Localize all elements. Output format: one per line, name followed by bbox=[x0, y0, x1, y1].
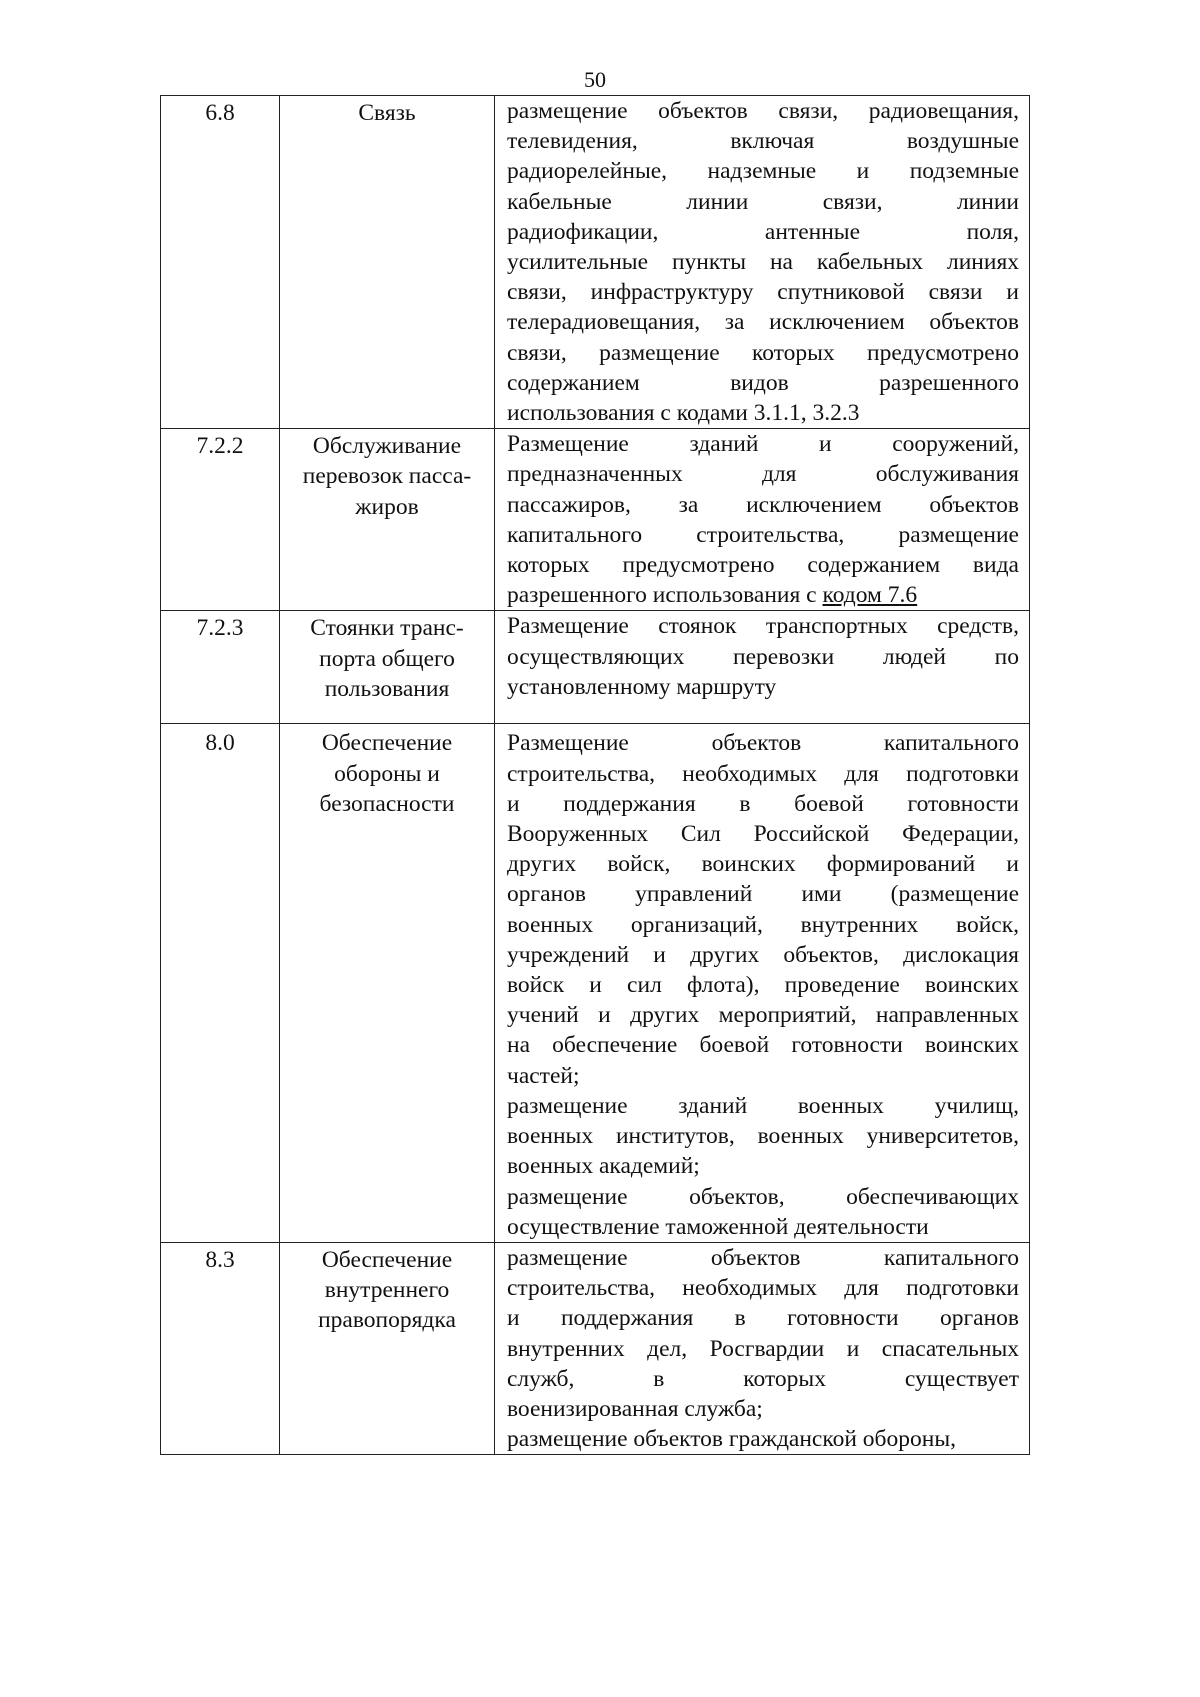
name-line: жиров bbox=[355, 493, 419, 520]
description-cell bbox=[495, 611, 1030, 724]
name-line: Обслуживание bbox=[312, 433, 462, 460]
description-line bbox=[507, 580, 1019, 610]
name-line: безопасности bbox=[319, 790, 455, 817]
description-line: связи, инфраструктуру спутниковой связи и bbox=[507, 279, 1019, 306]
description-line: осуществление таможенной деятельности bbox=[507, 1213, 929, 1240]
description-line: размещение объектов, обеспечивающих bbox=[507, 1183, 1019, 1210]
description-line: других войск, воинских формирований и bbox=[507, 851, 1019, 878]
name-line: обороны и bbox=[334, 760, 440, 787]
description-line: на обеспечение боевой готовности воинских bbox=[507, 1032, 1019, 1059]
description-line: военных институтов, военных университетов, bbox=[507, 1123, 1019, 1150]
name-line: порта общего bbox=[319, 645, 455, 672]
name-line: Обеспечение bbox=[321, 1246, 453, 1273]
description-line: частей; bbox=[507, 1062, 580, 1089]
description-line: размещение объектов гражданской обороны, bbox=[507, 1426, 956, 1453]
description-line: органов управлений ими (размещение bbox=[507, 881, 1019, 908]
name-line: перевозок пасса- bbox=[302, 463, 472, 490]
description-line: Вооруженных Сил Российской Федерации, bbox=[507, 821, 1019, 848]
description-line: содержанием видов разрешенного bbox=[507, 369, 1019, 396]
description-line: строительства, необходимых для подготовки bbox=[507, 760, 1019, 787]
code-cell: 7.2.3 bbox=[161, 611, 280, 724]
name-cell bbox=[280, 429, 495, 611]
name-cell bbox=[280, 96, 495, 429]
name-line: пользования bbox=[324, 675, 450, 702]
description-line: служб, в которых существует bbox=[507, 1365, 1019, 1392]
table-row bbox=[161, 1242, 1030, 1454]
description-text: разрешенного использования с bbox=[507, 582, 823, 609]
description-cell bbox=[495, 724, 1030, 1242]
description-line: и поддержания в боевой готовности bbox=[507, 790, 1019, 817]
name-line: Обеспечение bbox=[321, 730, 453, 757]
name-line: правопорядка bbox=[318, 1307, 456, 1334]
code-cell: 8.0 bbox=[161, 724, 280, 1242]
table-row bbox=[161, 724, 1030, 1242]
code-link[interactable]: кодом 7.6 bbox=[822, 582, 918, 609]
description-line: и поддержания в готовности органов bbox=[507, 1305, 1019, 1332]
description-line: внутренних дел, Росгвардии и спасательных bbox=[507, 1335, 1019, 1362]
description-line: Размещение зданий и сооружений, bbox=[507, 431, 1019, 458]
description-line: связи, размещение которых предусмотрено bbox=[507, 339, 1019, 366]
description-line: военизированная служба; bbox=[507, 1395, 763, 1422]
description-line: кабельные линии связи, линии bbox=[507, 188, 1019, 215]
description-line: осуществляющих перевозки людей по bbox=[507, 643, 1019, 670]
description-line: военных организаций, внутренних войск, bbox=[507, 911, 1019, 938]
code-cell: 7.2.2 bbox=[161, 429, 280, 611]
table-row bbox=[161, 96, 1030, 429]
description-cell bbox=[495, 429, 1030, 611]
description-line: телерадиовещания, за исключением объектов bbox=[507, 309, 1019, 336]
description-line: размещение объектов связи, радиовещания, bbox=[507, 98, 1019, 124]
description-line: учреждений и других объектов, дислокация bbox=[507, 941, 1019, 968]
description-line: военных академий; bbox=[507, 1153, 700, 1180]
name-line: внутреннего bbox=[324, 1277, 450, 1304]
description-line: строительства, необходимых для подготовки bbox=[507, 1275, 1019, 1302]
description-line: телевидения, включая воздушные bbox=[507, 128, 1019, 155]
name-line: Стоянки транс- bbox=[310, 615, 464, 642]
description-line: которых предусмотрено содержанием вида bbox=[507, 552, 1019, 579]
description-line: размещение объектов капитального bbox=[507, 1244, 1019, 1271]
description-line: усилительные пункты на кабельных линиях bbox=[507, 249, 1019, 276]
description-cell bbox=[495, 1242, 1030, 1454]
page-number: 50 bbox=[584, 67, 606, 92]
table-row bbox=[161, 611, 1030, 724]
description-line: капитального строительства, размещение bbox=[507, 521, 1019, 548]
description-line: радиофикации, антенные поля, bbox=[507, 218, 1019, 245]
code-cell: 6.8 bbox=[161, 96, 280, 429]
description-line: Размещение стоянок транспортных средств, bbox=[507, 613, 1019, 640]
description-line: Размещение объектов капитального bbox=[507, 730, 1019, 757]
description-line: размещение зданий военных училищ, bbox=[507, 1092, 1019, 1119]
code-cell: 8.3 bbox=[161, 1242, 280, 1454]
description-line: радиорелейные, надземные и подземные bbox=[507, 158, 1019, 185]
name-cell bbox=[280, 1242, 495, 1454]
name-cell bbox=[280, 724, 495, 1242]
name-line: Связь bbox=[358, 100, 416, 126]
name-cell bbox=[280, 611, 495, 724]
description-line: войск и сил флота), проведение воинских bbox=[507, 972, 1019, 999]
description-line: установленному маршруту bbox=[507, 673, 777, 700]
land-use-table bbox=[160, 95, 1030, 1455]
description-line: пассажиров, за исключением объектов bbox=[507, 491, 1019, 518]
description-line: учений и других мероприятий, направленных bbox=[507, 1002, 1019, 1029]
table-row bbox=[161, 429, 1030, 611]
description-line: использования с кодами 3.1.1, 3.2.3 bbox=[507, 400, 860, 427]
description-cell bbox=[495, 96, 1030, 429]
description-line: предназначенных для обслуживания bbox=[507, 461, 1019, 488]
